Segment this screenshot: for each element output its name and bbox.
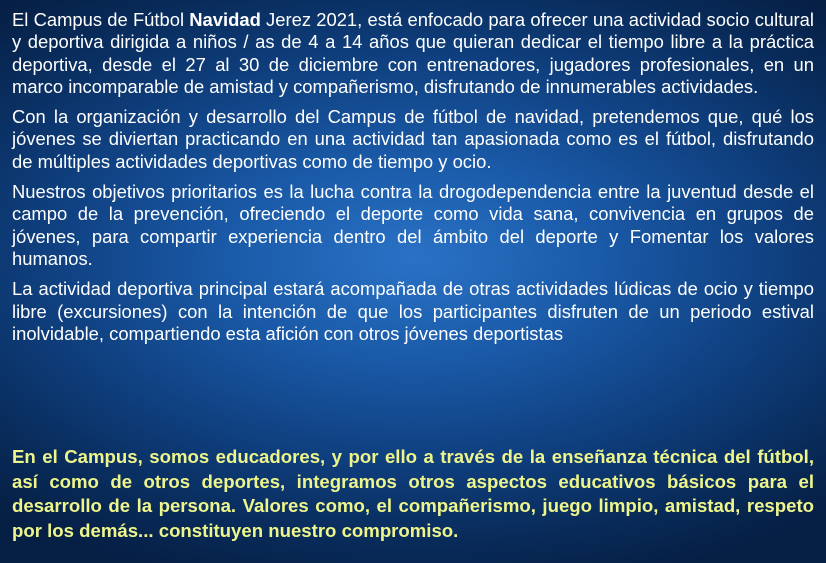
activities-paragraph: La actividad deportiva principal estará acompañada de otras actividades lúdicas de ocio y tiempo libre (excursiones) con la intención de que los participantes disfruten de un periodo estival inolvidable, compartiendo esta afición con otros jóvenes deportistas (12, 278, 814, 344)
intro-bold-word: Navidad (189, 9, 261, 30)
intro-text-start: El Campus de Fútbol (12, 9, 190, 30)
organization-paragraph: Con la organización y desarrollo del Campus de fútbol de navidad, pretendemos que, qué los jóvenes se diviertan practicando en una actividad tan apasionada como es el fútbol, disfrutando de múltiples actividades deportivas como de tiempo y ocio. (12, 106, 814, 172)
intro-paragraph (12, 9, 814, 98)
objectives-paragraph: Nuestros objetivos prioritarios es la lucha contra la drogodependencia entre la juventud desde el campo de la prevención, ofreciendo el deporte como vida sana, convivencia en grupos de jóvenes, para compartir experiencia dentro del ámbito del deporte y Fomentar los valores humanos. (12, 181, 814, 269)
intro-text-end: Jerez 2021, está enfocado para ofrecer una actividad socio cultural y deportiva dirigida a niños / as de 4 a 14 años que quieran dedicar el tiempo libre a la práctica deportiva, desde el 27 al 30 de diciembre con entrenadores, jugadores profesionales, en un marco incomparable de amistad y compañerismo, disfrutando de innumerables actividades. (12, 9, 814, 97)
commitment-highlight: En el Campus, somos educadores, y por ello a través de la enseñanza técnica del fútbol, así como de otros deportes, integramos otros aspectos educativos básicos para el desarrollo de la persona. Valores como, el compañerismo, juego limpio, amistad, respeto por los demás... constituyen nuestro compromiso. (12, 446, 814, 541)
